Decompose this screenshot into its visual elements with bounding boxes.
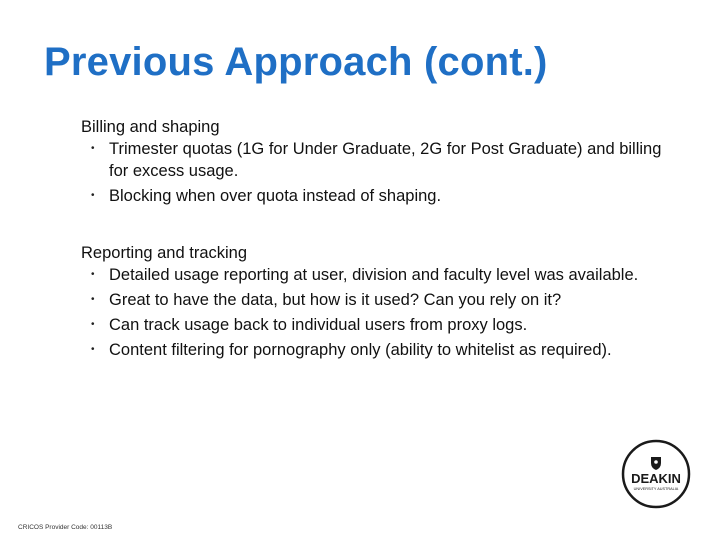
bullet-icon: • bbox=[91, 269, 95, 280]
bullet-icon: • bbox=[91, 294, 95, 305]
slide-title: Previous Approach (cont.) bbox=[44, 40, 548, 84]
section-heading: Billing and shaping bbox=[81, 118, 220, 136]
bullet-item: • Content filtering for pornography only (ability to whitelist as required). bbox=[91, 341, 612, 359]
cricos-footer: CRICOS Provider Code: 00113B bbox=[18, 524, 113, 531]
bullet-list bbox=[81, 138, 681, 207]
bullet-icon: • bbox=[91, 319, 95, 330]
bullet-item: • Great to have the data, but how is it used? Can you rely on it? bbox=[91, 291, 562, 309]
section-reporting bbox=[81, 242, 681, 364]
bullet-icon: • bbox=[91, 190, 95, 201]
bullet-item: • Detailed usage reporting at user, division and faculty level was available. bbox=[91, 266, 639, 284]
section-billing bbox=[81, 116, 681, 210]
logo-subtitle: UNIVERSITY AUSTRALIA bbox=[633, 487, 679, 491]
bullet-icon: • bbox=[91, 344, 95, 355]
bullet-list bbox=[81, 264, 681, 361]
section-heading: Reporting and tracking bbox=[81, 244, 248, 262]
deakin-logo bbox=[620, 438, 692, 510]
bullet-icon: • bbox=[91, 143, 95, 154]
deakin-logo-graphic bbox=[620, 438, 692, 510]
bullet-item: • Can track usage back to individual users from proxy logs. bbox=[91, 316, 528, 334]
logo-name: DEAKIN bbox=[631, 471, 681, 486]
bullet-item: • Blocking when over quota instead of shaping. bbox=[91, 187, 442, 205]
bullet-item: • Trimester quotas (1G for Under Graduate, 2G for Post Graduate) and billing for excess usage. bbox=[91, 140, 662, 180]
